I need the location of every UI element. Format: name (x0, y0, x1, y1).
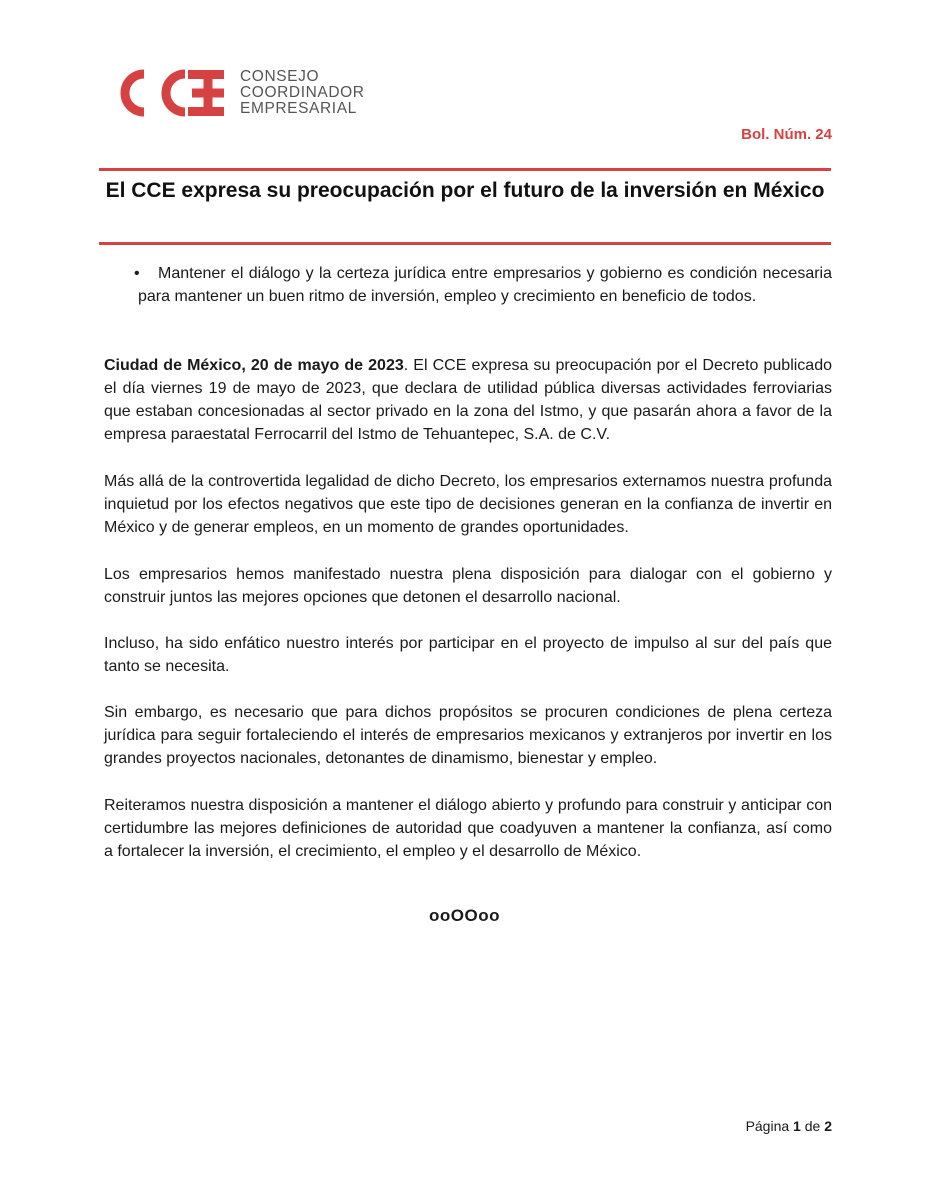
paragraph-2: Más allá de la controvertida legalidad de dicho Decreto, los empresarios externamos nuestra profunda inquietud por los efectos negativos que este tipo de decisiones generan en la confianza de invertir en México y de generar empleos, en un momento de grandes oportunidades. (104, 473, 832, 536)
closing-mark: ooOOoo (429, 906, 500, 925)
org-name (240, 69, 365, 117)
org-name-line-1: CONSEJO (240, 68, 320, 85)
paragraph-4: Incluso, ha sido enfático nuestro interés por participar en el proyecto de impulso al sur del país que tanto se necesita. (104, 635, 832, 675)
paragraph-1-body: . El CCE expresa su preocupación por el Decreto publicado el día viernes 19 de mayo de 2023, que declara de utilidad pública diversas actividades ferroviarias que estaban concesionadas al sector privado en la zona del Istmo, y que pasarán ahora a favor de la empresa paraestatal Ferrocarril del Istmo de Tehuantepec, S.A. de C.V. (104, 357, 833, 443)
summary-bullet (134, 262, 832, 308)
org-name-line-2: COORDINADOR (240, 84, 365, 101)
bullet-glyph: • (134, 265, 140, 282)
bulletin-number: Bol. Núm. 24 (741, 126, 832, 143)
paragraph-1 (104, 354, 832, 446)
page-title: El CCE expresa su preocupación por el futuro de la inversión en México (105, 179, 825, 202)
paragraph-3: Los empresarios hemos manifestado nuestra plena disposición para dialogar con el gobierno y construir juntos las mejores opciones que detonen el desarrollo nacional. (104, 566, 832, 606)
dateline: Ciudad de México, 20 de mayo de 2023 (104, 357, 404, 374)
page-current: 1 (793, 1118, 801, 1134)
title-top-rule (99, 168, 831, 171)
title-bottom-rule (99, 242, 831, 245)
org-name-line-3: EMPRESARIAL (240, 100, 357, 117)
paragraph-5: Sin embargo, es necesario que para dichos propósitos se procuren condiciones de plena certeza jurídica para seguir fortaleciendo el interés de empresarios mexicanos y extranjeros por invertir en los grandes proyectos nacionales, detonantes de dinamismo, bienestar y empleo. (104, 704, 832, 767)
page-label: Página (745, 1118, 790, 1134)
summary-bullet-text: Mantener el diálogo y la certeza jurídica entre empresarios y gobierno es condición necesaria para mantener un buen ritmo de inversión, empleo y crecimiento en beneficio de todos. (138, 265, 832, 305)
page-number (746, 1118, 832, 1134)
cce-logo-mark (104, 68, 226, 118)
cce-logo (104, 68, 365, 118)
page-total: 2 (824, 1118, 832, 1134)
page-sep: de (804, 1118, 821, 1134)
paragraph-6: Reiteramos nuestra disposición a mantener el diálogo abierto y profundo para construir y anticipar con certidumbre las mejores definiciones de autoridad que coadyuven a mantener la confianza, así como a fortalecer la inversión, el crecimiento, el empleo y el desarrollo de México. (104, 797, 832, 860)
